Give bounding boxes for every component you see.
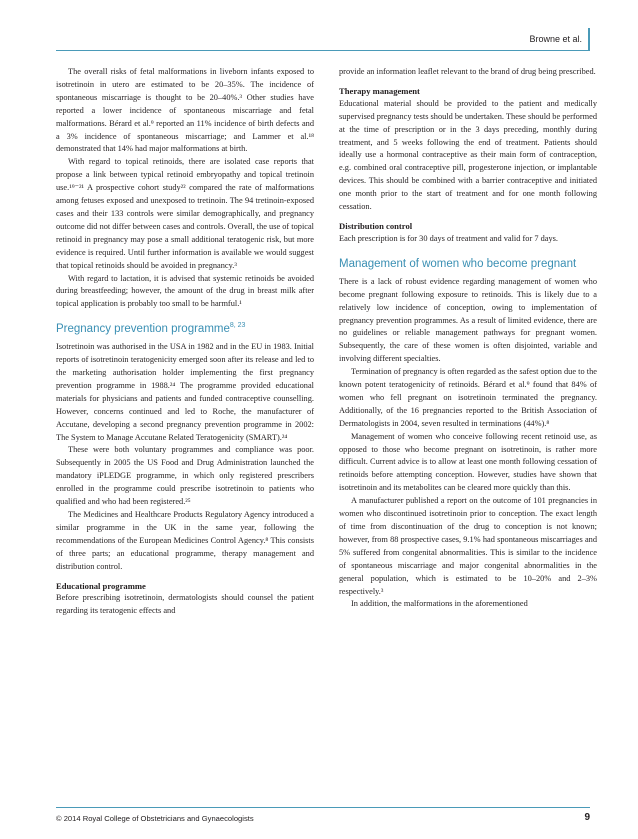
paragraph-manufacturer-report: A manufacturer published a report on the outcome of 101 pregnancies in women who discontinued isotretinoin prior to conception. The exact length of time from discontinuation of the drug to conception is not known; however, from 88 prospective cases, 9.1% had spontaneous miscarriages and 5% suffered from congenital abnormalities. This is similar to the incidence of spontaneous miscarriage and major congenital abnormalities in the general population, which is estimated to be 10–20% and 2–3% respectively.³ [339,496,597,596]
paragraph-termination: Termination of pregnancy is often regarded as the safest option due to the known potent teratogenicity of retinoids. Bérard et al.⁹ found that 84% of women who fell pregnant on isotretinoin terminated the pregnancy. Additionally, of the 16 pregnancies reported to the British Association of Dermatologists in 2004, seven resulted in terminations (44%).⁸ [339,367,597,428]
page-number: 9 [584,812,590,823]
right-column [339,66,597,611]
paragraph-therapy-management: Educational material should be provided to the patient and medically supervised pregnancy tests should be undertaken. These should be performed at the time of prescription or in the 3 days preceding, monthly during treatment, and 5 weeks following the end of treatment. Patients should ideally use a hormonal contraceptive as their main form of contraception, e.g. combined oral contraceptive pill, progesterone injection, or implantable devices. This should be combined with a barrier contraceptive and initiated one month prior to the start of treatment and for one month following cessation. [339,98,597,212]
paragraph-malformation-risks: The overall risks of fetal malformations in liveborn infants exposed to isotretinoin in utero are estimated to be 20–35%. The incidence of spontaneous miscarriage is thought to be 20–40%.³ Other studies have reported a lower incidence of spontaneous miscarriage and fetal malformations. Bérard et al.⁹ reported an 11% incidence of birth defects and a 3% incidence of spontaneous miscarriage; and Lammer et al.¹⁸ demonstrated that 14% had major malformations at birth. [56,67,314,154]
paragraph-lactation: With regard to lactation, it is advised that systemic retinoids be avoided during breastfeeding; however, the amount of the drug in breast milk after topical application is probably too small to be harmful.¹ [56,273,314,309]
footer-copyright: © 2014 Royal College of Obstetricians and Gynaecologists [56,814,254,823]
paragraph-mhra-programme: The Medicines and Healthcare Products Regulatory Agency introduced a similar programme in the UK in the same year, following the recommendations of the European Medicines Control Agency.⁸ This consists of three parts; an educational programme, therapy management and distribution control. [56,510,314,571]
running-head: Browne et al. [529,34,582,44]
left-column [56,66,314,618]
paragraph-information-leaflet: provide an information leaflet relevant to the brand of drug being prescribed. [339,67,596,76]
paragraph-isotretinoin-authorisation: Isotretinoin was authorised in the USA in 1982 and in the EU in 1983. Initial reports of isotretinoin teratogenicity emerged soon after its release and led to the marketing authorisation holder implementing the first pregnancy prevention programme in 1988.²⁴ The programme provided educational materials for physicians and patients and funded contraceptive counselling. However, concerns continued and led to Roche, the manufacturer of Accutane, developing a second pregnancy prevention programme in 2002: The System to Manage Accutane Related Teratogenicity (SMART).²⁴ [56,342,314,442]
paragraph-recent-retinoid-use: Management of women who conceive following recent retinoid use, as opposed to those who become pregnant on isotretinoin, is rather more difficult. Current advice is to allow at least one month following cessation of retinoids before attempting conception. However, studies have shown that isotretinoin and its metabolites can be cleared more quickly than this. [339,431,597,493]
paragraph-distribution-control: Each prescription is for 30 days of treatment and valid for 7 days. [339,233,558,243]
paragraph-aforementioned: In addition, the malformations in the aforementioned [351,599,528,609]
paragraph-educational-programme: Before prescribing isotretinoin, dermatologists should counsel the patient regarding its teratogenic effects and [56,593,314,616]
heading-management-pregnant: Management of women who become pregnant [339,257,577,270]
heading-therapy-management: Therapy management [339,85,420,96]
heading-pregnancy-prevention [56,322,314,336]
header-accent-bar [588,28,590,50]
paragraph-topical-retinoids: With regard to topical retinoids, there are isolated case reports that propose a link between typical retinoid embryopathy and topical tretinoin use.¹⁹⁻²¹ A prospective cohort study²² compared the rate of malformations among fetuses exposed and unexposed to tretinoin. The 94 tretinoin-exposed cases and their 133 controls were similar demographically, and pregnancy outcome did not differ between cases and controls. Overall, the use of topical retinoid in pregnancy may pose a small additional teratogenic risk, but more evidence is required. Until further information is available we would suggest that topical retinoids should be avoided in pregnancy.³ [56,157,314,270]
heading-distribution-control: Distribution control [339,220,413,231]
paragraph-lack-of-evidence: There is a lack of robust evidence regarding management of women who become pregnant following exposure to retinoids. This is likely due to a relatively low incidence of conception, owing to implementation of pregnancy prevention programmes. As a result of limited evidence, there are no guidelines or reliable management pathways for pregnant women. Subsequently, the care of these women is often disjointed, variable and involving different specialties. [339,276,597,364]
paragraph-voluntary-programmes: These were both voluntary programmes and compliance was poor. Subsequently in 2005 the US Food and Drug Administration launched the mandatory iPLEDGE programme, in which only registered prescribers enrolled in the programme could prescribe isotretinoin to patients who qualified and who had been registered.²⁵ [56,445,314,507]
heading-pregnancy-prevention-text: Pregnancy prevention programme [56,323,230,336]
footer-rule [56,807,590,808]
heading-pregnancy-prevention-refs: 8, 23 [229,322,246,330]
header-rule [56,50,590,51]
heading-educational-programme: Educational programme [56,580,146,591]
